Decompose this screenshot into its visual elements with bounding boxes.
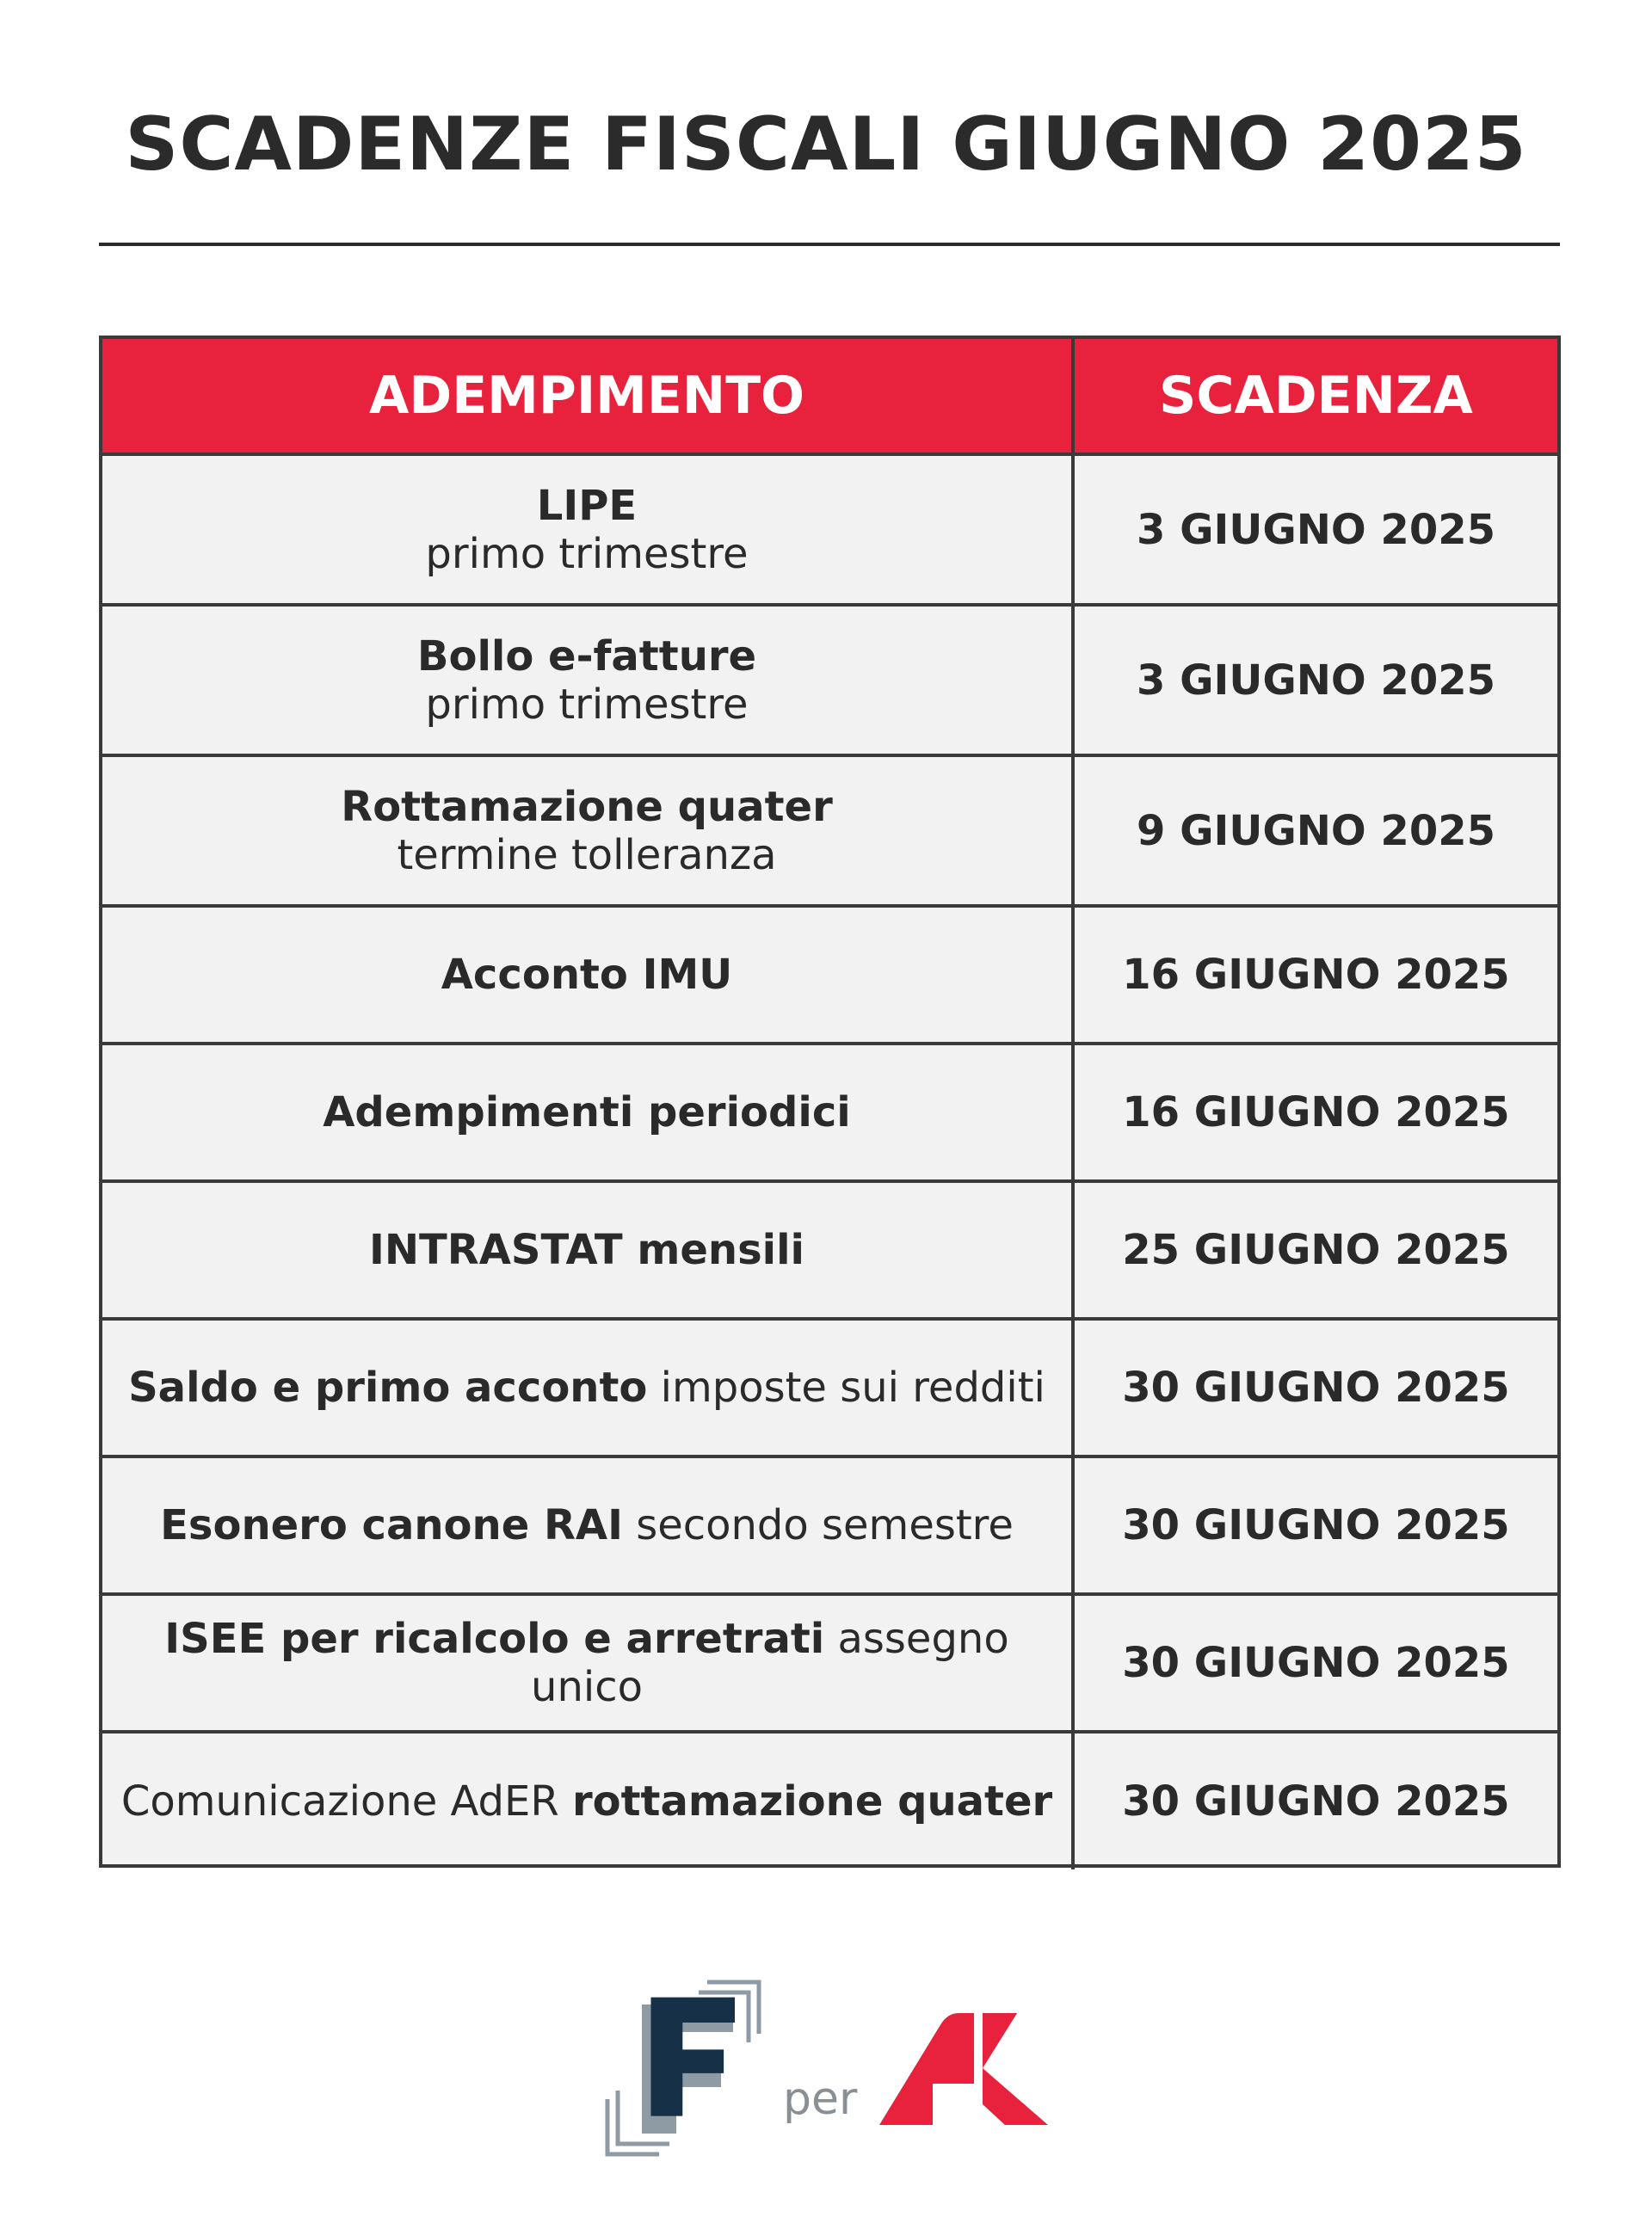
table-row <box>102 607 1557 757</box>
adempimento-detail: secondo semestre <box>636 1501 1014 1549</box>
adempimento-line <box>128 1364 1045 1412</box>
table-header <box>102 339 1557 456</box>
table-row <box>102 1596 1557 1734</box>
adempimento-cell <box>102 908 1075 1042</box>
adempimento-title: Saldo e primo acconto <box>128 1364 648 1412</box>
title-divider <box>99 243 1560 246</box>
scadenza-cell: 30 GIUGNO 2025 <box>1122 1777 1510 1826</box>
adempimento-detail: imposte sui redditi <box>660 1364 1045 1412</box>
scadenza-cell: 30 GIUGNO 2025 <box>1122 1501 1510 1549</box>
scadenza-cell: 3 GIUGNO 2025 <box>1136 505 1496 554</box>
adempimento-line <box>121 1777 1052 1826</box>
adempimento-title: ISEE per ricalcolo e arretrati <box>164 1615 825 1663</box>
adempimento-title: Acconto IMU <box>441 951 733 999</box>
adempimento-cell <box>102 1458 1075 1592</box>
adempimento-line <box>160 1501 1014 1549</box>
adempimento-detail: Comunicazione AdER <box>120 1777 559 1826</box>
adempimento-cell <box>102 757 1075 904</box>
scadenza-cell: 3 GIUGNO 2025 <box>1136 656 1496 705</box>
scadenza-cell: 16 GIUGNO 2025 <box>1122 951 1510 999</box>
adempimento-title: LIPE <box>536 481 638 530</box>
scadenza-cell: 30 GIUGNO 2025 <box>1122 1364 1510 1412</box>
scadenza-cell: 30 GIUGNO 2025 <box>1122 1639 1510 1687</box>
table-row <box>102 1183 1557 1321</box>
scadenza-cell: 9 GIUGNO 2025 <box>1136 806 1496 855</box>
page-title: SCADENZE FISCALI GIUGNO 2025 <box>125 102 1527 188</box>
adempimento-title: Rottamazione quater <box>341 782 833 831</box>
header-adempimento: ADEMPIMENTO <box>102 339 1075 453</box>
adempimento-cell <box>102 1596 1075 1730</box>
table-row <box>102 757 1557 908</box>
scadenza-cell: 25 GIUGNO 2025 <box>1122 1226 1510 1274</box>
adempimento-title: rottamazione quater <box>571 1777 1053 1826</box>
deadlines-table <box>99 336 1561 1868</box>
adempimento-detail: assegno unico <box>531 1615 1009 1711</box>
adempimento-title: INTRASTAT mensili <box>368 1226 804 1274</box>
adempimento-line <box>102 1615 1071 1711</box>
adempimento-cell <box>102 1183 1075 1317</box>
ak-brand-logo <box>879 2011 1051 2132</box>
adempimento-cell <box>102 1045 1075 1179</box>
adempimento-title: Bollo e-fatture <box>416 631 757 680</box>
table-row <box>102 456 1557 607</box>
adempimento-cell <box>102 456 1075 603</box>
adempimento-cell <box>102 1734 1075 1869</box>
header-scadenza: SCADENZA <box>1159 366 1473 426</box>
table-row <box>102 1458 1557 1596</box>
adempimento-cell <box>102 1321 1075 1455</box>
f-brand-logo <box>604 1979 767 2159</box>
table-row <box>102 1321 1557 1458</box>
adempimento-subtitle: primo trimestre <box>425 680 749 729</box>
adempimento-subtitle: termine tolleranza <box>397 830 777 879</box>
table-row <box>102 1734 1557 1869</box>
scadenza-cell: 16 GIUGNO 2025 <box>1122 1088 1510 1136</box>
adempimento-title: Adempimenti periodici <box>323 1088 851 1136</box>
adempimento-title: Esonero canone RAI <box>160 1501 623 1549</box>
adempimento-cell <box>102 607 1075 754</box>
table-row <box>102 1045 1557 1183</box>
footer-logos <box>0 1979 1652 2168</box>
per-label: per <box>783 2073 858 2125</box>
adempimento-subtitle: primo trimestre <box>425 529 749 578</box>
table-row <box>102 908 1557 1045</box>
